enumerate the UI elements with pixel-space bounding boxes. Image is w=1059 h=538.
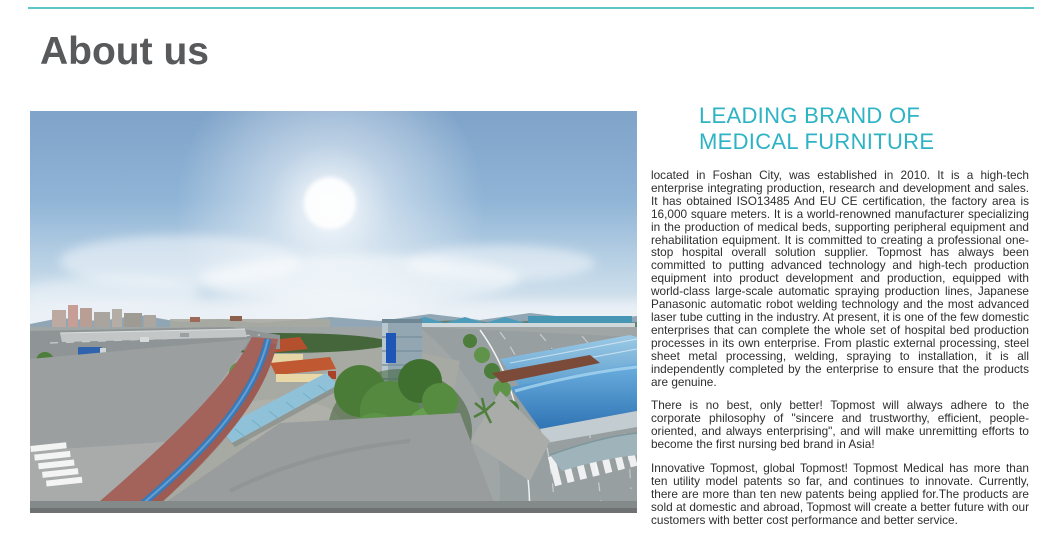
about-paragraph-philosophy: There is no best, only better! Topmost will always adhere to the corporate philosophy of "sincere and trustworthy, efficient, people-oriented, and always enterprising", and will make unremitting efforts to become the first nursing bed brand in Asia!	[651, 398, 1029, 452]
about-paragraph-company: located in Foshan City, was established in 2010. It is a high-tech enterprise integrating production, research and development and sales. It has obtained ISO13485 And EU CE certification, the factory area is 16,000 square meters. It is a world-renowned manufacturer specializing in the production of medical beds, supporting peripheral equipment and rehabilitation equipment. It is committed to creating a professional one-stop hospital overall solution supplier. Topmost has always been committed to putting advanced technology and high-tech production equipment into product development and production, equipped with world-class large-scale automatic spraying production lines, Japanese Panasonic automatic robot welding technology and the most advanced laser tube cutting in the industry. At present, it is one of the few domestic enterprises that can complete the whole set of hospital bed production processes in its own enterprise. From plastic external processing, steel sheet metal processing, welding, spraying to installation, it is all independently completed by the enterprise to ensure that the products are genuine.	[651, 168, 1029, 389]
page-title: About us	[40, 30, 209, 73]
top-divider-rule	[28, 7, 1034, 9]
section-heading-line1: LEADING BRAND OF	[699, 103, 921, 128]
factory-aerial-panorama-photo	[30, 111, 637, 513]
panorama-illustration	[30, 111, 637, 513]
about-paragraph-innovation: Innovative Topmost, global Topmost! Topmost Medical has more than ten utility model patents so far, and continues to innovate. Currently, there are more than ten new patents being applied for.The products are sold at domestic and abroad, Topmost will create a better future with our customers with better cost performance and better service.	[651, 461, 1029, 527]
section-heading	[699, 103, 1029, 155]
about-text-column	[651, 103, 1029, 538]
section-heading-line2: MEDICAL FURNITURE	[699, 129, 935, 154]
